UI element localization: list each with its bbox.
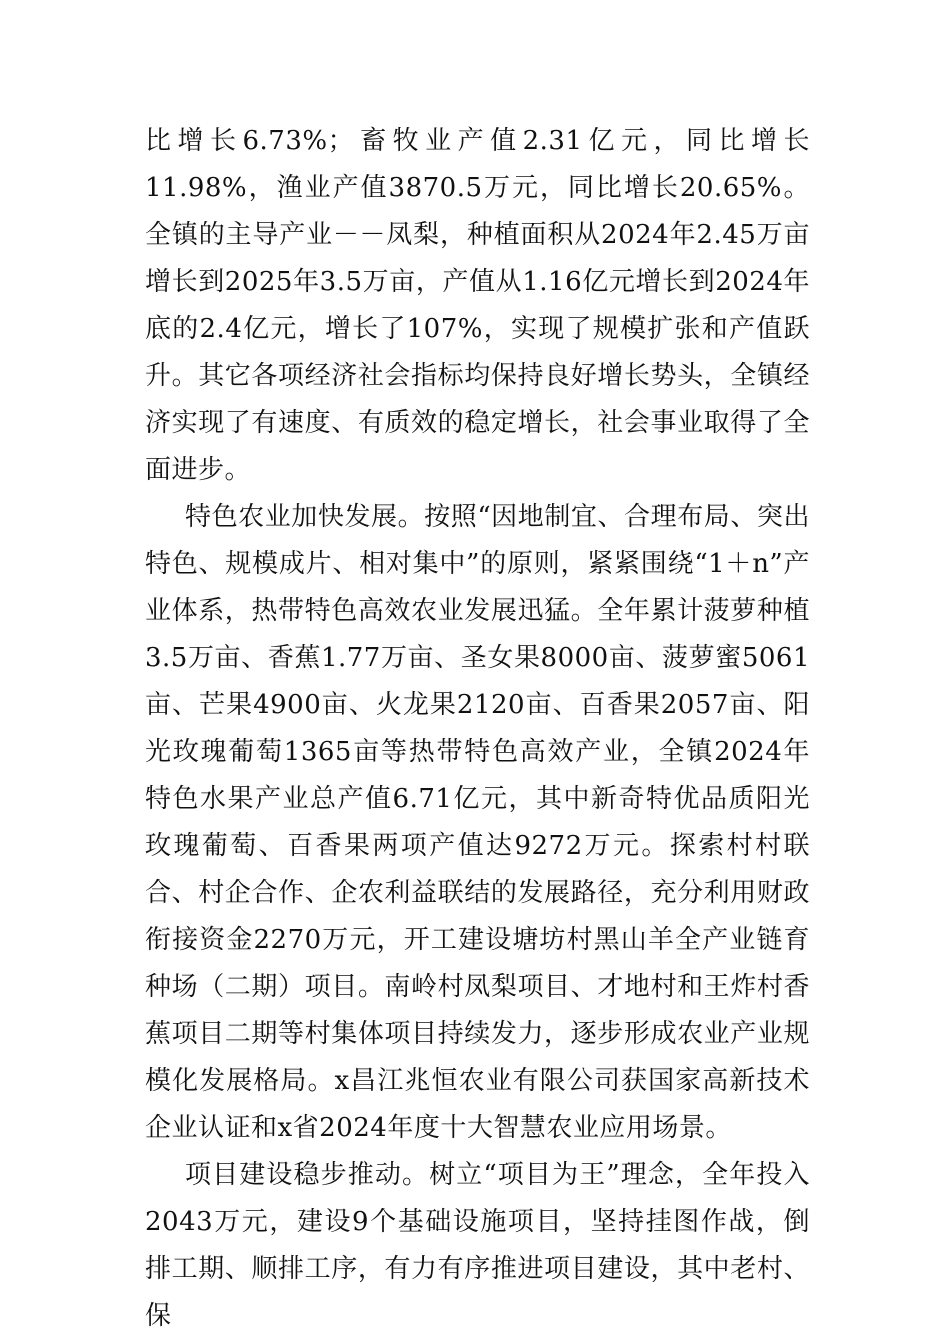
paragraph-livestock-summary: 比增长6.73%；畜牧业产值2.31亿元，同比增长11.98%，渔业产值3870.5万元，同比增长20.65%。全镇的主导产业－－凤梨，种植面积从2024年2.45万亩增长到2025年3.5万亩，产值从1.16亿元增长到2024年底的2.4亿元，增长了107%，实现了规模扩张和产值跃升。其它各项经济社会指标均保持良好增长势头，全镇经济实现了有速度、有质效的稳定增长，社会事业取得了全面进步。 [145, 126, 810, 485]
paragraph-project-construction: 项目建设稳步推动。树立“项目为王”理念，全年投入2043万元，建设9个基础设施项目，坚持挂图作战，倒排工期、顺排工序，有力有序推进项目建设，其中老村、保 [145, 1160, 810, 1331]
paragraph-specialty-agriculture: 特色农业加快发展。按照“因地制宜、合理布局、突出特色、规模成片、相对集中”的原则，紧紧围绕“1＋n”产业体系，热带特色高效农业发展迅猛。全年累计菠萝种植3.5万亩、香蕉1.77万亩、圣女果8000亩、菠萝蜜5061亩、芒果4900亩、火龙果2120亩、百香果2057亩、阳光玫瑰葡萄1365亩等热带特色高效产业，全镇2024年特色水果产业总产值6.71亿元，其中新奇特优品质阳光玫瑰葡萄、百香果两项产值达9272万元。探索村村联合、村企合作、企农利益联结的发展路径，充分利用财政衔接资金2270万元，开工建设塘坊村黑山羊全产业链育种场（二期）项目。南岭村凤梨项目、才地村和王炸村香蕉项目二期等村集体项目持续发力，逐步形成农业产业规模化发展格局。x昌江兆恒农业有限公司获国家高新技术企业认证和x省2024年度十大智慧农业应用场景。 [145, 502, 810, 1143]
document-page [145, 118, 810, 1340]
